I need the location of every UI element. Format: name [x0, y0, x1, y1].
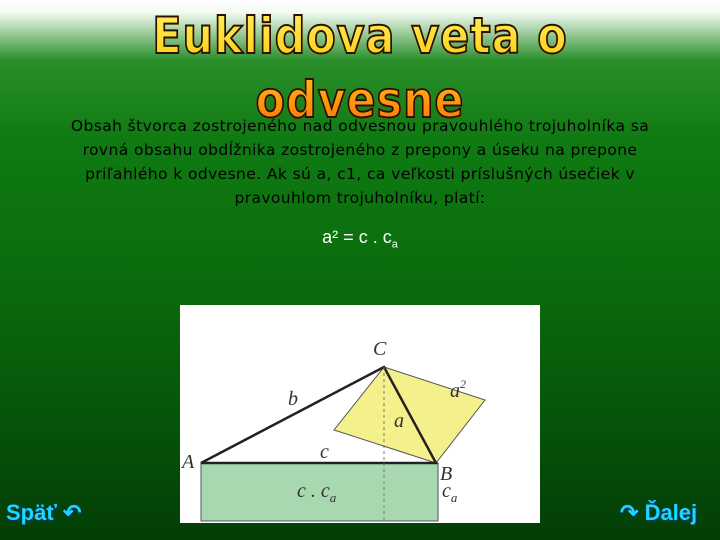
label-a: a: [394, 410, 404, 432]
formula: [0, 227, 720, 251]
label-a-squared: $a^2$: [450, 377, 466, 402]
formula-main: a² = c . c: [322, 227, 392, 247]
back-label: Späť: [6, 500, 57, 525]
theorem-text: [55, 114, 665, 210]
curved-arrow-right-icon: ↷: [620, 500, 639, 525]
next-label: Ďalej: [644, 500, 698, 525]
curved-arrow-left-icon: ↶: [63, 500, 82, 525]
label-c: c: [320, 441, 329, 463]
back-button[interactable]: [6, 500, 81, 526]
label-ca: $c_a$: [442, 480, 458, 505]
theorem-line-3: priľahlého k odvesne. Ak sú a, c1, ca veľkosti príslušných úsečiek v: [85, 165, 635, 183]
euclid-diagram: [180, 305, 540, 523]
next-button[interactable]: [620, 500, 697, 526]
theorem-line-1: Obsah štvorca zostrojeného nad odvesnou pravouhlého trojuholníka sa: [70, 117, 650, 135]
label-C: C: [373, 338, 387, 360]
slide-title: Euklidova veta o odvesne: [50, 4, 669, 132]
theorem-line-4: pravouhlom trojuholníku, platí:: [234, 189, 486, 207]
label-A: A: [182, 451, 195, 473]
label-c-ca: c . $c_a$: [297, 480, 337, 505]
label-b: b: [288, 388, 298, 410]
theorem-line-2: rovná obsahu obdĺžnika zostrojeného z prepony a úseku na prepone: [82, 141, 638, 159]
label-B: B: [440, 463, 453, 485]
formula-sub: a: [391, 238, 398, 251]
